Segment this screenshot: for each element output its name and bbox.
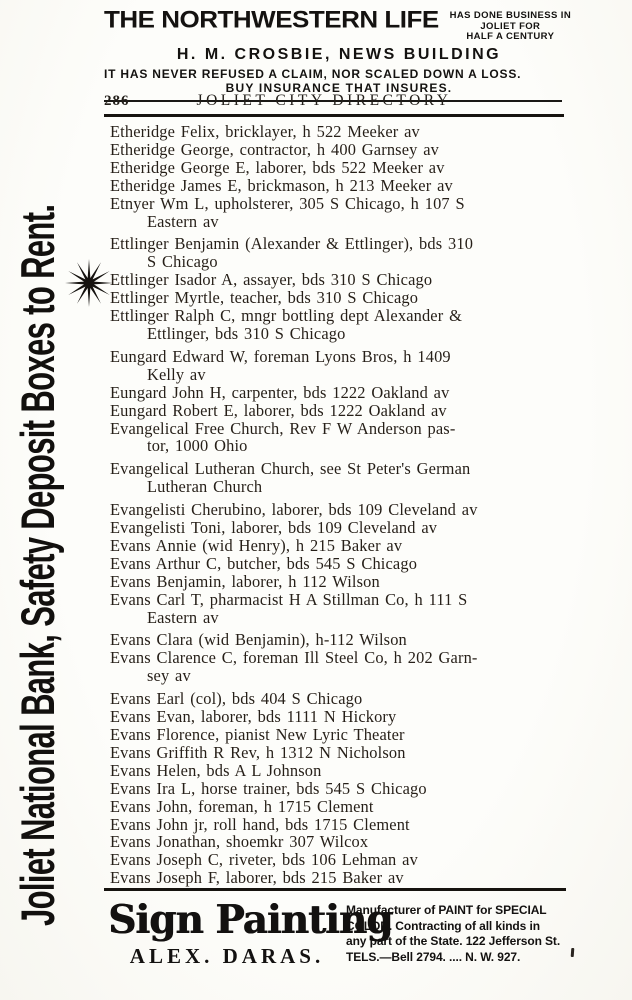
directory-line: Evans Joseph F, laborer, bds 215 Baker av xyxy=(110,868,404,888)
directory-line: Etheridge Felix, bricklayer, h 522 Meeker av xyxy=(110,122,420,141)
directory-line: Ettlinger Ralph C, mngr bottling dept Alexander & xyxy=(110,306,462,326)
directory-line: Evans Clara (wid Benjamin), h-112 Wilson xyxy=(110,630,407,650)
directory-line: Evans Clarence C, foreman Ill Steel Co, h 202 Garn- xyxy=(110,648,478,668)
directory-line: Lutheran Church xyxy=(147,477,263,497)
page-header xyxy=(104,92,564,117)
bottom-ad-left xyxy=(108,897,393,969)
bottom-ad-text-line: any part of the State. 122 Jefferson St. xyxy=(346,934,561,948)
directory-line: Eungard John H, carpenter, bds 1222 Oakland av xyxy=(110,382,450,402)
directory-line: tor, 1000 Ohio xyxy=(147,436,248,456)
directory-line: Etheridge James E, brickmason, h 213 Meeker av xyxy=(110,175,453,195)
bottom-ad-text-line: Manufacturer of PAINT for SPECIAL xyxy=(346,903,547,917)
directory-line: Ettlinger Myrtle, teacher, bds 310 S Chicago xyxy=(110,288,419,308)
directory-line: Evans Carl T, pharmacist H A Stillman Co, h 111 S xyxy=(110,589,468,609)
directory-line: Evans Earl (col), bds 404 S Chicago xyxy=(110,689,363,709)
top-ad-subtitle-line2: HALF A CENTURY xyxy=(466,31,555,42)
directory-line: Evans Annie (wid Henry), h 215 Baker av xyxy=(110,535,403,555)
directory-line: Eastern av xyxy=(147,211,219,231)
directory-line: Evans Florence, pianist New Lyric Theater xyxy=(110,725,405,744)
directory-line: Evans Helen, bds A L Johnson xyxy=(110,760,322,780)
directory-line: Evangelisti Toni, laborer, bds 109 Cleveland av xyxy=(110,518,438,538)
directory-line: Evans John, foreman, h 1715 Clement xyxy=(110,796,374,816)
bottom-ad xyxy=(108,897,570,969)
page-title: JOLIET CITY DIRECTORY xyxy=(196,92,452,109)
directory-line: Kelly av xyxy=(147,364,206,384)
star-burst-svg xyxy=(64,258,114,308)
directory-line: Evangelical Lutheran Church, see St Peter's German xyxy=(110,459,471,479)
bottom-ad-right xyxy=(346,900,570,969)
directory-line: Eungard Robert E, laborer, bds 1222 Oakland av xyxy=(110,400,447,420)
directory-line: Ettlinger Benjamin (Alexander & Ettlinger), bds 310 xyxy=(110,234,474,254)
directory-line: Etnyer Wm L, upholsterer, 305 S Chicago, h 107 S xyxy=(110,193,465,213)
directory-line: Evangelical Free Church, Rev F W Anderson pas- xyxy=(110,418,456,438)
directory-line: Eastern av xyxy=(147,607,219,627)
directory-line: Evans Ira L, horse trainer, bds 545 S Chicago xyxy=(110,778,427,798)
bottom-ad-name: ALEX. DARAS. xyxy=(129,944,325,968)
star-burst-icon xyxy=(64,258,114,308)
directory-line: Ettlinger, bds 310 S Chicago xyxy=(147,323,346,343)
directory-line: Eungard Edward W, foreman Lyons Bros, h 1409 xyxy=(110,346,451,366)
directory-line: Evans Arthur C, butcher, bds 545 S Chicago xyxy=(110,553,418,573)
directory-line: Evangelisti Cherubino, laborer, bds 109 Cleveland av xyxy=(110,500,478,520)
top-ad-agent-line: H. M. CROSBIE, NEWS BUILDING xyxy=(176,45,502,63)
directory-line: Evans Benjamin, laborer, h 112 Wilson xyxy=(110,571,380,591)
top-ad-claim-line: IT HAS NEVER REFUSED A CLAIM, NOR SCALED DOWN A LOSS. xyxy=(104,66,522,81)
top-ad xyxy=(104,5,574,102)
page-number: 286 xyxy=(104,93,130,109)
top-ad-buy-line: BUY INSURANCE THAT INSURES. xyxy=(225,80,453,95)
directory-line: Evans John jr, roll hand, bds 1715 Clement xyxy=(110,814,410,834)
top-ad-title: THE NORTHWESTERN LIFE xyxy=(104,5,439,33)
sidebar-ad-text: Joliet National Bank, Safety Deposit Boxes to Rent. xyxy=(11,204,64,927)
directory-line: Etheridge George, contractor, h 400 Garnsey av xyxy=(110,139,439,159)
directory-list xyxy=(110,123,575,887)
sidebar-vertical-ad xyxy=(0,0,100,1000)
directory-line: Evans Joseph C, riveter, bds 106 Lehman av xyxy=(110,850,418,870)
top-ad-subtitle xyxy=(447,8,574,43)
bottom-ad-text-line: TELS.—Bell 2794. .... N. W. 927. xyxy=(346,949,521,964)
directory-line: Evans Evan, laborer, bds 1111 N Hickory xyxy=(110,707,397,727)
directory-line: Evans Griffith R Rev, h 1312 N Nicholson xyxy=(110,742,406,762)
directory-line: S Chicago xyxy=(147,252,218,272)
top-ad-headline-row xyxy=(104,5,574,43)
ink-speck xyxy=(571,948,575,957)
directory-line: Ettlinger Isador A, assayer, bds 310 S Chicago xyxy=(110,270,433,290)
directory-line: Evans Jonathan, shoemkr 307 Wilcox xyxy=(110,832,369,852)
bottom-ad-divider xyxy=(104,888,566,891)
bottom-ad-text-line: COLOR. Contracting of all kinds in xyxy=(346,918,540,933)
directory-line: Etheridge George E, laborer, bds 522 Meeker av xyxy=(110,157,445,177)
bottom-ad-title: Sign Painting xyxy=(108,897,393,943)
directory-line: sey av xyxy=(147,666,191,686)
top-ad-subtitle-line1: HAS DONE BUSINESS IN JOLIET FOR xyxy=(449,10,572,32)
